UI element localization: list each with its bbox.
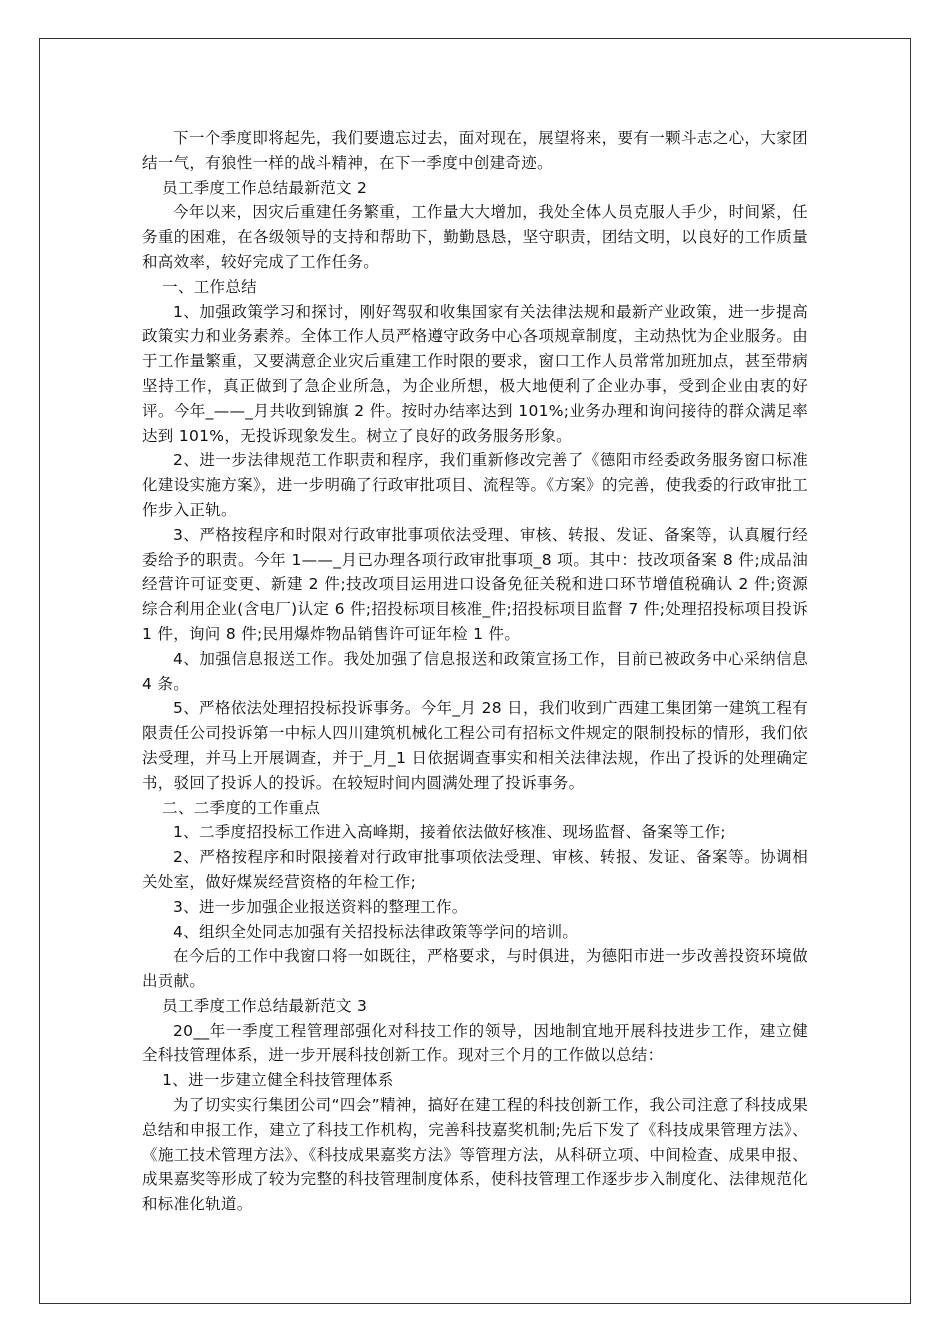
section-heading: 员工季度工作总结最新范文 3: [162, 996, 368, 1015]
paragraph: 为了切实实行集团公司“四会”精神，搞好在建工程的科技创新工作，我公司注意了科技成果总结和申报工作，建立了科技工作机构，完善科技嘉奖机制;先后下发了《科技成果管理方法》、《施工技术管理方法》、《科技成果嘉奖方法》等管理方法，从科研立项、中间检查、成果申报、成果嘉奖等形成了较为完整的科技管理制度体系，使科技管理工作逐步步入制度化、法律规范化和标准化轨道。: [142, 1096, 808, 1214]
paragraph: 4、组织全处同志加强有关招投标法律政策等学问的培训。: [173, 922, 579, 941]
document-body: [142, 126, 808, 1217]
section-heading: 员工季度工作总结最新范文 2: [162, 178, 368, 197]
paragraph: 1、加强政策学习和探讨，刚好驾驭和收集国家有关法律法规和最新产业政策，进一步提高政策实力和业务素养。全体工作人员严格遵守政务中心各项规章制度，主动热忱为企业服务。由于工作量繁重，又要满意企业灾后重建工作时限的要求，窗口工作人员常常加班加点，甚至带病坚持工作，真正做到了急企业所急，为企业所想，极大地便利了企业办事，受到企业由衷的好评。今年_——_月共收到锦旗 2 件。按时办结率达到 101%;业务办理和询问接待的群众满足率达到 101%，无投诉现象发生。树立了良好的政务服务形象。: [142, 302, 808, 445]
paragraph: 3、进一步加强企业报送资料的整理工作。: [173, 897, 468, 916]
paragraph: 下一个季度即将起先，我们要遗忘过去，面对现在，展望将来，要有一颗斗志之心，大家团结一气，有狼性一样的战斗精神，在下一季度中创建奇迹。: [142, 129, 808, 172]
paragraph: 20__年一季度工程管理部强化对科技工作的领导，因地制宜地开展科技进步工作，建立健全科技管理体系，进一步开展科技创新工作。现对三个月的工作做以总结：: [142, 1021, 808, 1065]
paragraph: 4、加强信息报送工作。我处加强了信息报送和政策宣扬工作，目前已被政务中心采纳信息 4 条。: [142, 649, 808, 693]
section-heading: 一、工作总结: [162, 277, 257, 296]
paragraph: 2、进一步法律规范工作职责和程序，我们重新修改完善了《德阳市经委政务服务窗口标准化建设实施方案》，进一步明确了行政审批项目、流程等。《方案》的完善，使我委的行政审批工作步入正轨。: [142, 451, 808, 519]
paragraph: 1、二季度招投标工作进入高峰期，接着依法做好核准、现场监督、备案等工作;: [173, 823, 726, 842]
paragraph: 5、严格依法处理招投标投诉事务。今年_月 28 日，我们收到广西建工集团第一建筑工程有限责任公司投诉第一中标人四川建筑机械化工程公司有招标文件规定的限制投标的情形，我们依法受理，并马上开展调查，并于_月_1 日依据调查事实和相关法律法规，作出了投诉的处理确定书，驳回了投诉人的投诉。在较短时间内圆满处理了投诉事务。: [142, 699, 808, 792]
section-heading: 1、进一步建立健全科技管理体系: [162, 1071, 394, 1090]
section-heading: 二、二季度的工作重点: [162, 798, 321, 817]
paragraph: 3、严格按程序和时限对行政审批事项依法受理、审核、转报、发证、备案等，认真履行经委给予的职责。今年 1——_月已办理各项行政审批事项_8 项。其中：技改项备案 8 件;成品油经营许可证变更、新建 2 件;技改项目运用进口设备免征关税和进口环节增值税确认 2 件;资源综合利用企业(含电厂)认定 6 件;招投标项目核准_件;招投标项目监督 7 件;处理招投标项目投诉 1 件，询问 8 件;民用爆炸物品销售许可证年检 1 件。: [142, 525, 808, 643]
paragraph: 2、严格按程序和时限接着对行政审批事项依法受理、审核、转报、发证、备案等。协调相关处室，做好煤炭经营资格的年检工作;: [142, 848, 808, 891]
paragraph: 今年以来，因灾后重建任务繁重，工作量大大增加，我处全体人员克服人手少，时间紧，任务重的困难，在各级领导的支持和帮助下，勤勤恳恳，坚守职责，团结文明，以良好的工作质量和高效率，较好完成了工作任务。: [142, 203, 808, 271]
paragraph: 在今后的工作中我窗口将一如既往，严格要求，与时俱进，为德阳市进一步改善投资环境做出贡献。: [142, 947, 808, 991]
